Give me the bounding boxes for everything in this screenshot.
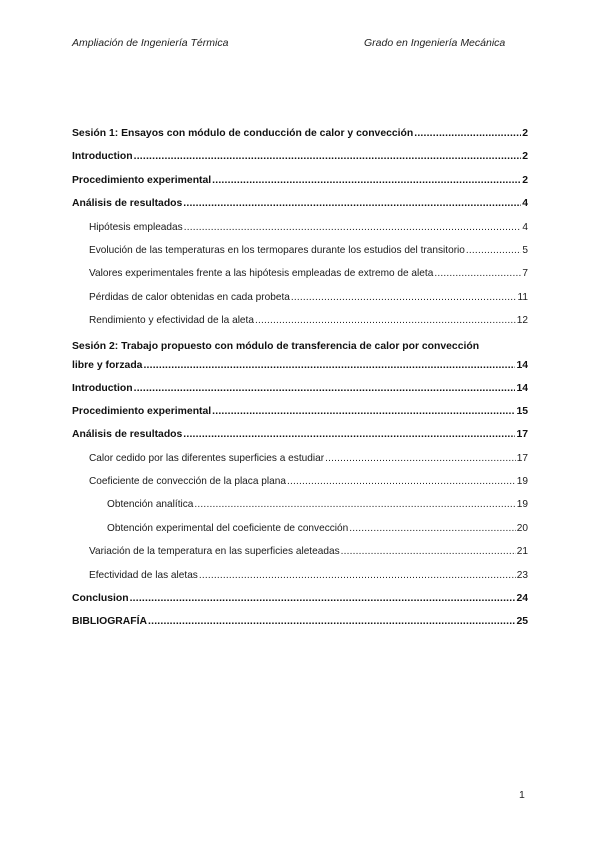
toc-entry-page: 11 <box>517 291 528 303</box>
toc-entry-title: Introduction <box>72 382 133 394</box>
toc-leader <box>134 149 522 165</box>
toc-leader <box>148 614 515 630</box>
toc-entry-title: Procedimiento experimental <box>72 174 212 186</box>
toc-entry[interactable] <box>72 495 528 518</box>
toc-entry-page: 19 <box>516 499 528 511</box>
toc-entry-page: 2 <box>522 128 528 139</box>
toc-entry-title: Efectividad de las aletas <box>89 569 198 581</box>
toc-entry-title: Pérdidas de calor obtenidas en cada probeta <box>89 291 290 303</box>
toc-entry-page: 23 <box>516 569 528 581</box>
toc-entry[interactable] <box>72 402 528 425</box>
page-number: 1 <box>519 789 525 801</box>
toc-entry[interactable] <box>72 264 528 287</box>
toc-entry-title: Sesión 1: Ensayos con módulo de conducción de calor y convección <box>72 128 414 139</box>
toc-leader <box>199 568 516 584</box>
toc-entry-title: Calor cedido por las diferentes superficies a estudiar <box>89 452 325 464</box>
toc-leader <box>287 474 516 490</box>
table-of-contents <box>72 124 528 636</box>
toc-entry-title: Análisis de resultados <box>72 429 183 441</box>
toc-entry-page: 21 <box>516 546 528 558</box>
toc-leader <box>212 173 521 189</box>
toc-entry[interactable] <box>72 542 528 565</box>
toc-entry-title: Valores experimentales frente a las hipótesis empleadas de extremo de aleta <box>89 268 434 280</box>
toc-entry[interactable] <box>72 335 528 379</box>
toc-entry-page: 4 <box>522 221 528 233</box>
toc-entry[interactable] <box>72 589 528 612</box>
toc-entry-title: Rendimiento y efectividad de la aleta <box>89 315 254 327</box>
toc-entry-title: Obtención experimental del coeficiente de convección <box>107 522 349 534</box>
toc-entry-page: 2 <box>522 174 528 186</box>
toc-leader <box>434 266 521 282</box>
toc-entry[interactable] <box>72 124 528 147</box>
toc-entry-page: 15 <box>516 405 528 417</box>
toc-entry-title: Análisis de resultados <box>72 198 183 210</box>
toc-leader <box>183 427 515 443</box>
toc-entry-title-continued: libre y forzada <box>72 359 143 371</box>
toc-entry-title: Introduction <box>72 151 133 163</box>
toc-entry-page: 5 <box>522 244 528 256</box>
toc-entry[interactable] <box>72 171 528 194</box>
header-left-title: Ampliación de Ingeniería Térmica <box>72 37 229 49</box>
toc-entry-page: 24 <box>516 593 528 605</box>
toc-leader <box>130 591 516 607</box>
toc-entry[interactable] <box>72 241 528 264</box>
toc-entry-title: BIBLIOGRAFÍA <box>72 616 148 628</box>
toc-entry-page: 14 <box>516 359 528 371</box>
toc-leader <box>184 220 522 236</box>
toc-entry-title: Conclusion <box>72 593 129 605</box>
toc-entry[interactable] <box>72 449 528 472</box>
toc-entry-page: 17 <box>516 452 528 464</box>
toc-entry[interactable] <box>72 612 528 635</box>
toc-entry-page: 4 <box>522 198 528 210</box>
toc-entry-page: 19 <box>516 476 528 488</box>
toc-leader <box>134 381 516 397</box>
toc-entry[interactable] <box>72 288 528 311</box>
toc-entry-page: 17 <box>516 429 528 441</box>
toc-entry-title: Procedimiento experimental <box>72 405 212 417</box>
toc-entry-page: 7 <box>522 268 528 280</box>
toc-entry-page: 20 <box>516 522 528 534</box>
toc-leader <box>325 451 516 467</box>
toc-entry-page: 2 <box>522 151 528 163</box>
toc-entry-title: Variación de la temperatura en las superficies aleteadas <box>89 546 340 558</box>
toc-leader <box>255 313 516 329</box>
toc-entry[interactable] <box>72 194 528 217</box>
toc-entry-title: Hipótesis empleadas <box>89 221 183 233</box>
toc-entry-title: Coeficiente de convección de la placa plana <box>89 476 286 488</box>
toc-leader <box>183 196 521 212</box>
toc-entry[interactable] <box>72 566 528 589</box>
toc-entry-page: 12 <box>516 315 528 327</box>
toc-entry[interactable] <box>72 218 528 241</box>
toc-entry[interactable] <box>72 519 528 542</box>
toc-entry[interactable] <box>72 379 528 402</box>
header-right-title: Grado en Ingeniería Mecánica <box>364 37 506 49</box>
toc-entry-title: Sesión 2: Trabajo propuesto con módulo de transferencia de calor por convección <box>72 340 480 352</box>
toc-entry[interactable] <box>72 147 528 170</box>
toc-entry-title: Obtención analítica <box>107 499 194 511</box>
toc-leader <box>341 544 516 560</box>
toc-entry-title: Evolución de las temperaturas en los termopares durante los estudios del transitorio <box>89 244 465 256</box>
toc-leader <box>349 521 515 537</box>
toc-entry-page: 14 <box>516 382 528 394</box>
toc-leader <box>212 404 515 420</box>
toc-leader <box>291 290 517 306</box>
toc-leader <box>194 497 515 513</box>
toc-entry[interactable] <box>72 425 528 448</box>
toc-leader <box>143 357 515 375</box>
toc-entry[interactable] <box>72 472 528 495</box>
toc-entry[interactable] <box>72 311 528 334</box>
toc-leader <box>414 126 521 142</box>
toc-entry-page: 25 <box>516 616 528 628</box>
toc-leader <box>466 243 521 259</box>
